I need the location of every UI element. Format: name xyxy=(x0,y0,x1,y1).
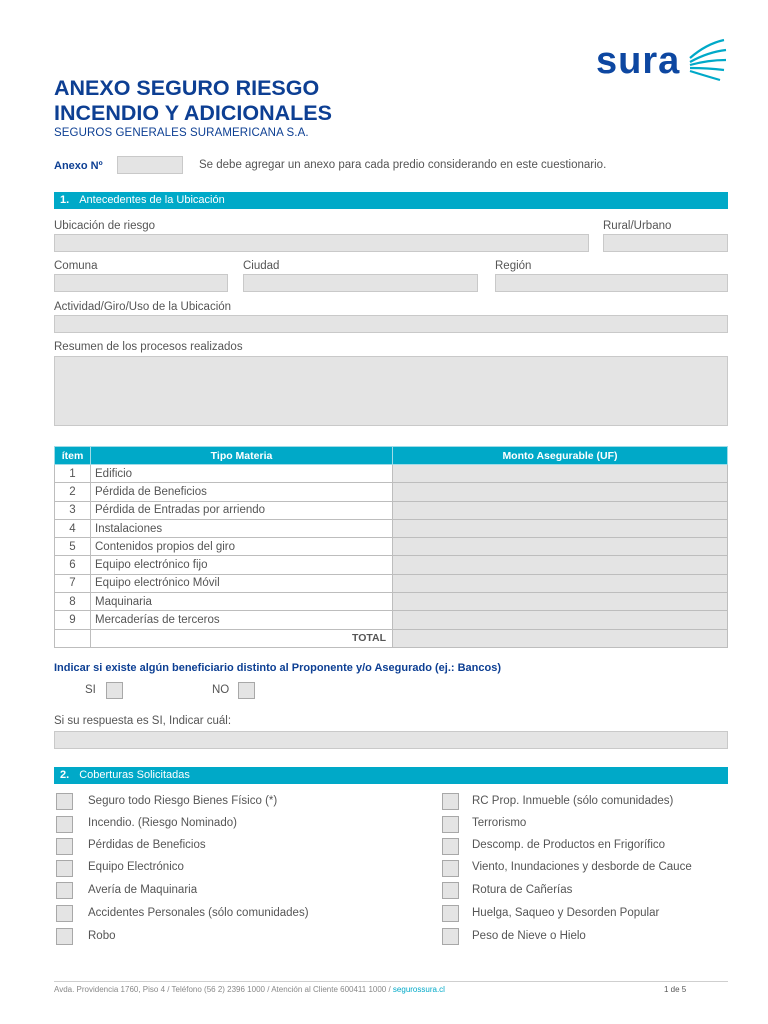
cobertura-checkbox[interactable] xyxy=(56,838,73,855)
cobertura-label: Equipo Electrónico xyxy=(88,861,184,873)
cobertura-label: Descomp. de Productos en Frigorífico xyxy=(472,839,666,851)
cobertura-checkbox[interactable] xyxy=(56,882,73,899)
rural-urbano-field[interactable] xyxy=(603,234,728,252)
cobertura-checkbox[interactable] xyxy=(442,882,459,899)
monto-field[interactable] xyxy=(393,556,728,574)
cobertura-checkbox[interactable] xyxy=(56,928,73,945)
cobertura-checkbox[interactable] xyxy=(442,905,459,922)
monto-field[interactable] xyxy=(393,519,728,537)
no-checkbox[interactable] xyxy=(238,682,255,699)
ciudad-field[interactable] xyxy=(243,274,478,292)
table-header-row xyxy=(55,447,728,465)
anexo-number-field[interactable] xyxy=(117,156,183,174)
sura-wordmark: sura xyxy=(596,40,681,82)
si-checkbox[interactable] xyxy=(106,682,123,699)
sura-logo xyxy=(596,38,736,88)
region-label: Región xyxy=(495,260,532,272)
si-label: SI xyxy=(85,684,96,696)
table-row: 8 Maquinaria xyxy=(55,593,728,611)
company-name: SEGUROS GENERALES SURAMERICANA S.A. xyxy=(54,127,309,139)
total-label: TOTAL xyxy=(91,629,393,647)
cobertura-label: Accidentes Personales (sólo comunidades) xyxy=(88,907,309,919)
cobertura-checkbox[interactable] xyxy=(442,928,459,945)
ubicacion-field[interactable] xyxy=(54,234,589,252)
cobertura-label: RC Prop. Inmueble (sólo comunidades) xyxy=(472,795,674,807)
monto-field[interactable] xyxy=(393,538,728,556)
cobertura-label: Robo xyxy=(88,930,116,942)
cobertura-label: Seguro todo Riesgo Bienes Físico (*) xyxy=(88,795,278,807)
cobertura-checkbox[interactable] xyxy=(442,816,459,833)
table-row: 5 Contenidos propios del giro xyxy=(55,538,728,556)
cobertura-label: Avería de Maquinaria xyxy=(88,884,198,896)
comuna-label: Comuna xyxy=(54,260,98,272)
cobertura-checkbox[interactable] xyxy=(442,838,459,855)
anexo-label: Anexo Nº xyxy=(54,160,103,172)
total-field[interactable] xyxy=(393,629,728,647)
table-row: 9 Mercaderías de terceros xyxy=(55,611,728,629)
tipo-materia-table xyxy=(54,446,728,648)
section-1-header: 1. Antecedentes de la Ubicación xyxy=(54,192,728,209)
footer-address: Avda. Providencia 1760, Piso 4 / Teléfono (56 2) 2396 1000 / Atención al Cliente 600411 1000 / segurossura.cl xyxy=(54,985,445,994)
table-row: 1 Edificio xyxy=(55,465,728,483)
rural-urbano-label: Rural/Urbano xyxy=(603,220,672,232)
beneficiario-question: Indicar si existe algún beneficiario distinto al Proponente y/o Asegurado (ej.: Bancos) xyxy=(54,662,502,674)
region-field[interactable] xyxy=(495,274,728,292)
cobertura-checkbox[interactable] xyxy=(56,860,73,877)
total-row xyxy=(55,629,728,647)
cobertura-label: Terrorismo xyxy=(472,817,527,829)
document-title: ANEXO SEGURO RIESGO INCENDIO Y ADICIONALES xyxy=(54,76,332,125)
monto-field[interactable] xyxy=(393,483,728,501)
header-item: ítem xyxy=(55,447,91,465)
cobertura-label: Rotura de Cañerías xyxy=(472,884,573,896)
actividad-label: Actividad/Giro/Uso de la Ubicación xyxy=(54,301,232,313)
footer-divider xyxy=(54,981,728,982)
cobertura-label: Huelga, Saqueo y Desorden Popular xyxy=(472,907,660,919)
cobertura-checkbox[interactable] xyxy=(56,905,73,922)
cobertura-checkbox[interactable] xyxy=(442,793,459,810)
cobertura-checkbox[interactable] xyxy=(56,816,73,833)
monto-field[interactable] xyxy=(393,501,728,519)
cual-label: Si su respuesta es SI, Indicar cuál: xyxy=(54,715,232,727)
cobertura-label: Incendio. (Riesgo Nominado) xyxy=(88,817,237,829)
cobertura-label: Viento, Inundaciones y desborde de Cauce xyxy=(472,861,692,873)
sura-wings-icon xyxy=(688,38,728,84)
section-2-header: 2. Coberturas Solicitadas xyxy=(54,767,728,784)
cobertura-checkbox[interactable] xyxy=(56,793,73,810)
ciudad-label: Ciudad xyxy=(243,260,280,272)
table-row: 6 Equipo electrónico fijo xyxy=(55,556,728,574)
header-tipo-materia: Tipo Materia xyxy=(91,447,393,465)
ubicacion-label: Ubicación de riesgo xyxy=(54,220,156,232)
table-row: 4 Instalaciones xyxy=(55,519,728,537)
monto-field[interactable] xyxy=(393,574,728,592)
cobertura-label: Pérdidas de Beneficios xyxy=(88,839,206,851)
page-number: 1 de 5 xyxy=(664,985,687,994)
actividad-field[interactable] xyxy=(54,315,728,333)
cual-field[interactable] xyxy=(54,731,728,749)
monto-field[interactable] xyxy=(393,593,728,611)
resumen-label: Resumen de los procesos realizados xyxy=(54,341,243,353)
table-row: 2 Pérdida de Beneficios xyxy=(55,483,728,501)
monto-field[interactable] xyxy=(393,611,728,629)
cobertura-checkbox[interactable] xyxy=(442,860,459,877)
header-monto-asegurable: Monto Asegurable (UF) xyxy=(393,447,728,465)
table-row: 3 Pérdida de Entradas por arriendo xyxy=(55,501,728,519)
anexo-note: Se debe agregar un anexo para cada predio considerando en este cuestionario. xyxy=(199,159,607,171)
no-label: NO xyxy=(212,684,230,696)
table-row: 7 Equipo electrónico Móvil xyxy=(55,574,728,592)
monto-field[interactable] xyxy=(393,465,728,483)
cobertura-label: Peso de Nieve o Hielo xyxy=(472,930,586,942)
resumen-field[interactable] xyxy=(54,356,728,426)
comuna-field[interactable] xyxy=(54,274,228,292)
website-link[interactable]: segurossura.cl xyxy=(392,985,445,994)
